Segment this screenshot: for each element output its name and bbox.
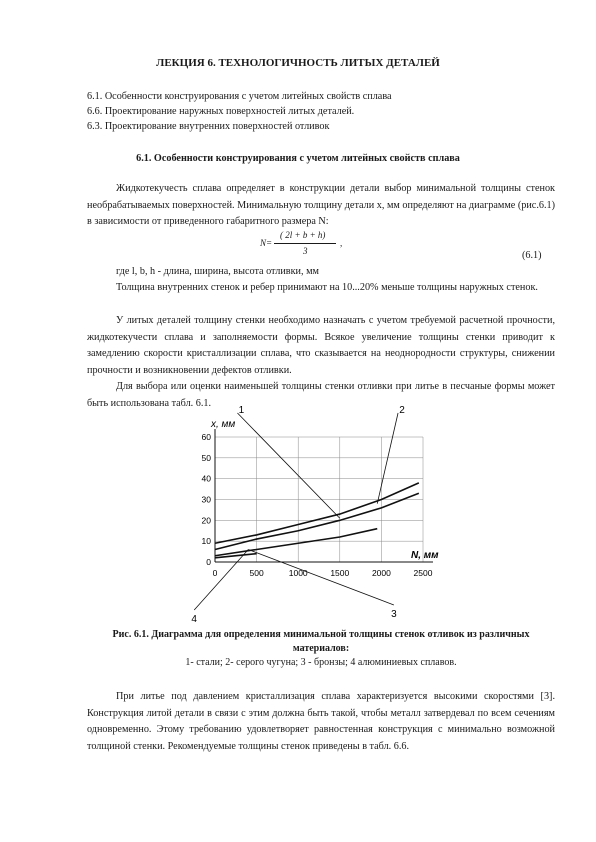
where-text: где l, b, h - длина, ширина, высота отливки, мм (116, 266, 319, 277)
paragraph-inner-walls: Толщина внутренних стенок и ребер принимают на 10...20% меньше толщины наружных стенок. (116, 282, 538, 293)
caption-legend: 1- стали; 2- серого чугуна; 3 - бронзы; 4 алюминиевых сплавов. (185, 657, 457, 668)
page-title: ЛЕКЦИЯ 6. ТЕХНОЛОГИЧНОСТЬ ЛИТЫХ ДЕТАЛЕЙ (156, 57, 440, 69)
callout-leader-2 (377, 413, 398, 504)
y-tick-label: 60 (201, 432, 211, 442)
paragraph-fluidity: Жидкотекучесть сплава определяет в конструкции детали выбор минимальной толщины стенок необрабатываемых поверхностей. Минимальную толщину детали x, мм определяют на диаграмме (рис.6.1) в зависимости от приведенного габаритного размера N: (87, 183, 555, 228)
callout-label-3: 3 (391, 609, 397, 620)
x-tick-label: 1000 (288, 568, 308, 578)
series-line-2 (215, 483, 419, 543)
x-tick-label: 2000 (371, 568, 391, 578)
toc-item-2: 6.6. Проектирование наружных поверхностей литых деталей. (87, 106, 355, 117)
formula-bar (274, 243, 336, 244)
x-tick-label: 2500 (413, 568, 433, 578)
equation-number: (6.1) (522, 250, 542, 261)
x-tick-label: 0 (212, 568, 218, 578)
thickness-chart (170, 405, 440, 625)
formula-denominator: 3 (303, 246, 308, 256)
y-tick-label: 20 (201, 515, 211, 526)
y-tick-label: 0 (206, 557, 211, 567)
callout-label-1: 1 (238, 405, 245, 416)
toc-item-3: 6.3. Проектирование внутренних поверхностей отливок (87, 121, 330, 132)
callout-label-2: 2 (399, 405, 405, 416)
y-tick-label: 30 (201, 494, 211, 505)
x-tick-label: 500 (249, 568, 264, 578)
callout-leader-4 (194, 550, 248, 611)
formula-lhs: N= (260, 238, 273, 248)
chart-grid (215, 437, 423, 562)
y-tick-label: 40 (201, 473, 211, 484)
y-tick-label: 50 (201, 452, 211, 463)
x-tick-label: 1500 (330, 568, 350, 578)
formula-tail: , (340, 238, 343, 248)
toc-item-1: 6.1. Особенности конструирования с учетом литейных свойств сплава (87, 91, 392, 102)
series-line-3 (215, 529, 377, 556)
callout-label-4: 4 (191, 614, 197, 625)
y-axis-label: x, мм (211, 419, 236, 430)
formula-numerator: ( 2l + b + h) (280, 230, 326, 240)
caption-title: Рис. 6.1. Диаграмма для определения минимальной толщины стенок отливок из различных материалов: (112, 629, 530, 654)
callout-leader-1 (237, 413, 339, 518)
section-title: 6.1. Особенности конструирования с учетом литейных свойств сплава (136, 153, 460, 164)
paragraph-die-casting: При литье под давлением кристаллизация сплава характеризуется высокими скоростями [3]. Конструкция литой детали в связи с этим должна быть такой, чтобы металл затвердевал по всем сечениям одновременно. Этому требованию удовлетворяет равностенная конструкция с минимально возможной толщиной стенки. Рекомендуемые толщины стенок приведены в табл. 6.6. (87, 691, 555, 752)
y-tick-label: 10 (201, 536, 211, 547)
paragraph-table-ref: Для выбора или оценки наименьшей толщины стенки отливки при литье в песчаные формы может быть использована табл. 6.1. (87, 381, 555, 409)
paragraph-wall-thickness: У литых деталей толщину стенки необходимо назначать с учетом требуемой расчетной прочности, жидкотекучести сплава и заполняемости формы. Всякое увеличение толщины стенки приводит к замедлению скорости кристаллизации сплава, что сказывается на неоднородности структуры, снижении прочности и возникновении дефектов отливки. (87, 315, 555, 376)
x-axis-label: N, мм (411, 550, 439, 561)
figure-caption (87, 628, 555, 670)
